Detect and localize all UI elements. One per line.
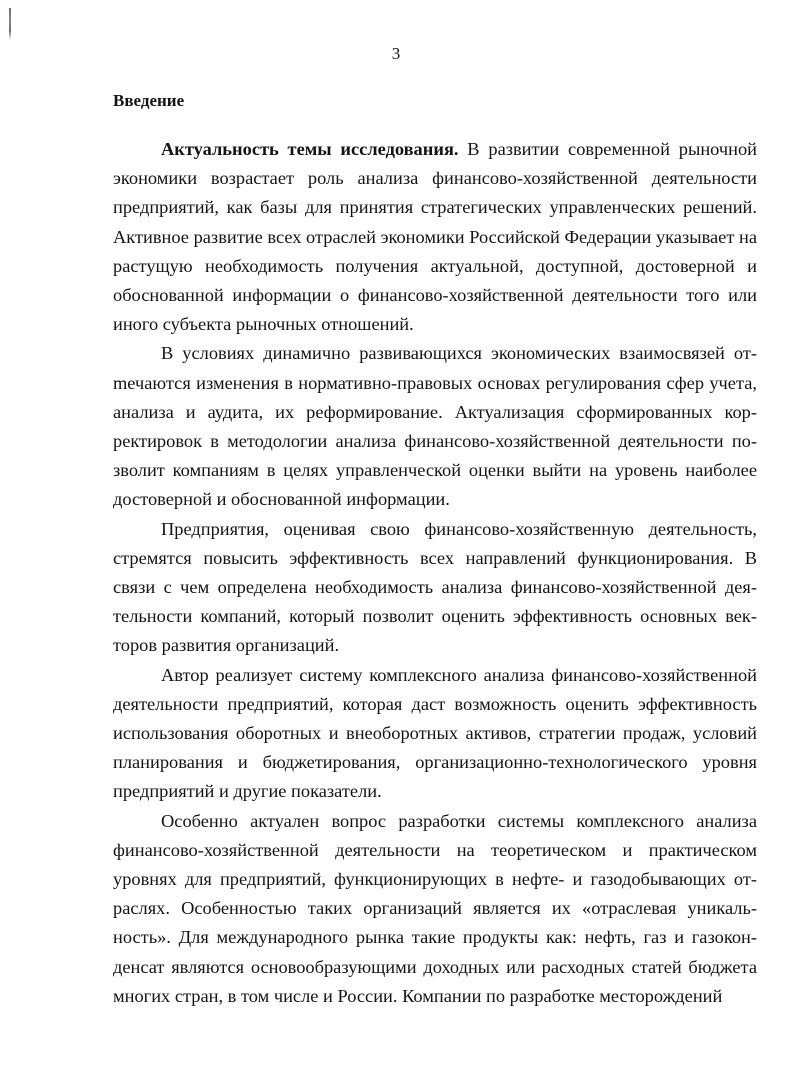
paragraph-oil-gas: Особенно актуален вопрос разработки системы комплексного анализа финансово-хозяйственной деятельности на теоретическом и практическом уровнях для предприятий, функционирующих в нефте- и газодобывающих отраслях. Особенностью таких организаций является их «отраслевая уникальность». Для международного рынка такие продукты как: нефть, газ и газоконденсат являются основообразующими доходных или расходных статей бюджета многих стран, в том числе и России. Компании по разработке месторождений [113, 810, 757, 1006]
paragraph-regulation: В условиях динамично развивающихся экономических взаимосвязей отmечаются изменения в нормативно-правовых основах регулирования сфер учета, анализа и аудита, их реформирование. Актуализация сформированных корректировок в методологии анализа финансово-хозяйственной деятельности позволит компаниям в целях управленческой оценки выйти на уровень наиболее достоверной и обоснованной информации. [113, 343, 757, 510]
body-text [113, 135, 757, 1011]
paragraph-lead: Актуальность темы исследования. [161, 139, 459, 159]
section-heading: Введение [113, 91, 185, 110]
paragraph-text: В развитии современной рыночной экономики возрастает роль анализа финансово-хозяйственной деятельности предприятий, как базы для принятия стратегических управленческих решений. Активное развитие всех отраслей экономики Российской Федерации указывает на растущую необходимость получения актуальной, доступной, достоверной и обоснованной информации о финансово-хозяйственной деятельности того или иного субъекта рыночных отношений. [113, 139, 758, 335]
scan-edge-mark [9, 8, 11, 40]
page-number: 3 [391, 44, 401, 63]
paragraph-author: Автор реализует систему комплексного анализа финансово-хозяйственной деятельности предприятий, которая даст возможность оценить эффективность использования оборотных и внеоборотных активов, стратегии продаж, условий планирования и бюджетирования, организационно-технологического уровня предприятий и другие показатели. [113, 664, 757, 802]
paragraph-relevance [113, 135, 757, 339]
paragraph-enterprises: Предприятия, оценивая свою финансово-хозяйственную деятельность, стремятся повысить эффективность всех направлений функционирования. В связи с чем определена необходимость анализа финансово-хозяйственной деятельности компаний, который позволит оценить эффективность основных векторов развития организаций. [113, 518, 757, 656]
